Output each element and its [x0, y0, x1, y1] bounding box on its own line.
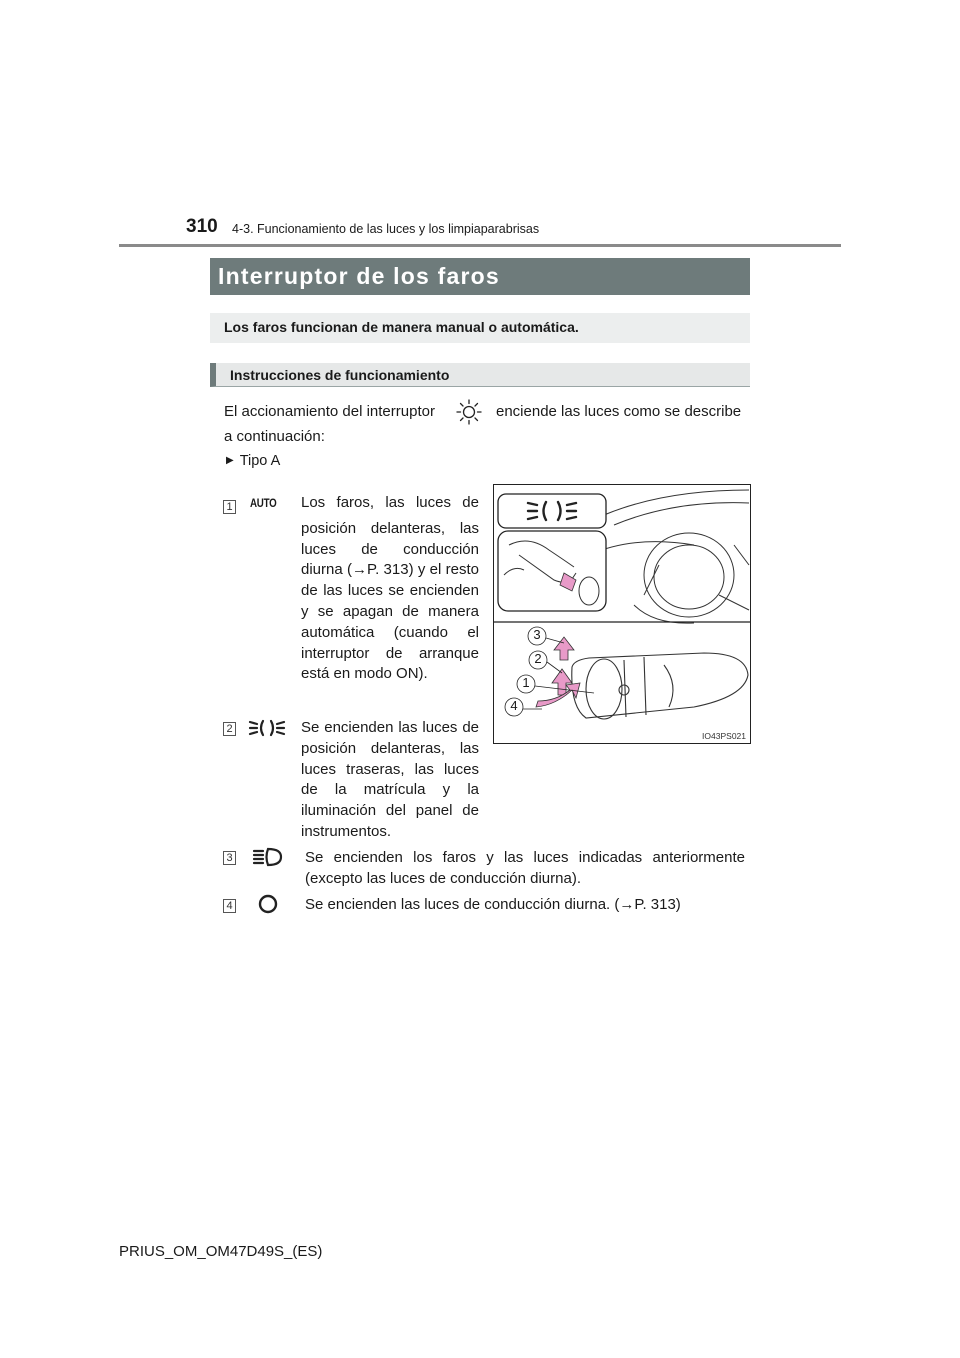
item-3-text: (excepto las luces de conducción diurna). — [305, 869, 581, 887]
footer-code: PRIUS_OM_OM47D49S_(ES) — [119, 1243, 323, 1260]
headlight-icon — [251, 845, 285, 869]
switch-figure — [493, 484, 751, 744]
callout-2: 2 — [534, 651, 542, 666]
item-number-3: 3 — [223, 851, 236, 865]
callout-1: 1 — [522, 675, 530, 690]
item-number-2: 2 — [223, 722, 236, 736]
callout-4: 4 — [510, 698, 518, 713]
summary-box: Los faros funcionan de manera manual o automática. — [210, 313, 750, 343]
callout-3: 3 — [533, 627, 541, 642]
page-title: Interruptor de los faros — [210, 258, 750, 295]
light-switch-sun-icon — [455, 398, 483, 426]
type-label-text: Tipo A — [239, 453, 281, 469]
auto-symbol: AUTO — [250, 498, 277, 510]
type-label — [226, 453, 280, 469]
item-1-first-line: Los faros, las luces de — [301, 494, 479, 511]
intro-text-part1: El accionamiento del interruptor — [224, 403, 435, 420]
drl-ring-icon — [256, 892, 280, 916]
item-4-description: Se encienden las luces de conducción diurna. (→P. 313) — [305, 896, 681, 913]
item-1-text: posición delanteras, las luces de conducción diurna (→P. 313) y el resto de las luces se encienden y se apagan de manera automática (cuando el interruptor de arranque está en modo ON). — [301, 519, 479, 683]
intro-text-part2: enciende las luces como se describe — [496, 403, 742, 420]
page-number: 310 — [186, 216, 218, 237]
triangle-bullet-icon: ▶ — [226, 455, 234, 466]
item-number-4: 4 — [223, 899, 236, 913]
position-lights-icon — [247, 716, 287, 740]
switch-illustration — [494, 485, 750, 743]
figure-code: IO43PS021 — [702, 731, 746, 741]
item-3-first-line: Se encienden los faros y las luces indicadas anteriormente — [305, 849, 745, 866]
intro-text-part3: a continuación: — [224, 428, 325, 445]
item-2-description: Se encienden las luces de posición delanteras, las luces traseras, las luces de la matrícula y la iluminación del panel de instrumentos. — [301, 719, 479, 840]
item-3-description — [305, 848, 745, 890]
subheading: Instrucciones de funcionamiento — [210, 363, 750, 387]
header-rule — [119, 244, 841, 247]
item-1-description — [301, 493, 479, 685]
section-reference: 4-3. Funcionamiento de las luces y los limpiaparabrisas — [232, 222, 540, 236]
item-number-1: 1 — [223, 500, 236, 514]
